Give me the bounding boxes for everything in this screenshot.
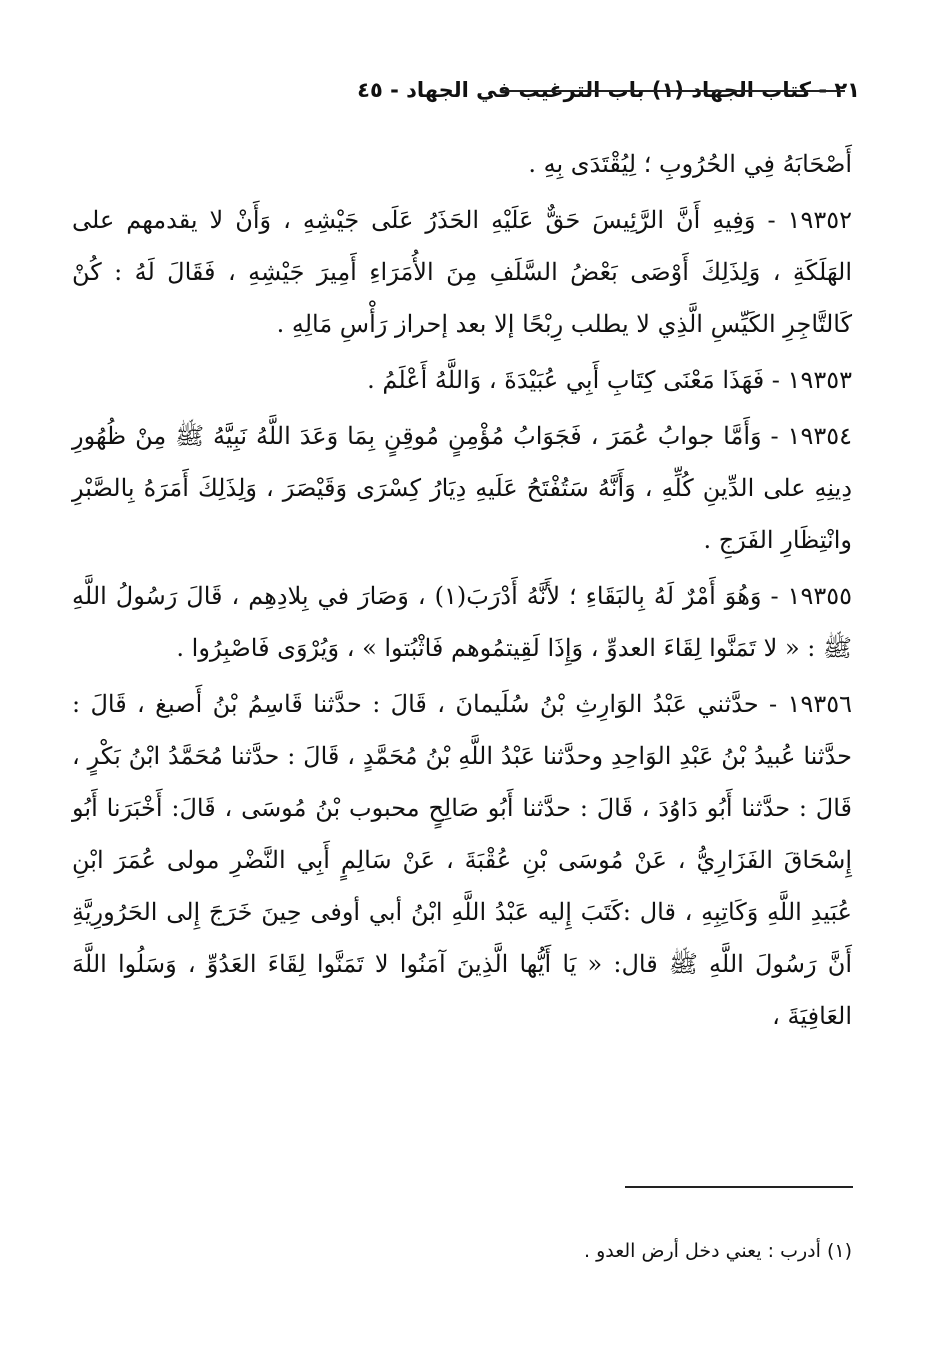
paragraph-19354: ١٩٣٥٤ - وَأَمَّا جوابُ عُمَرَ ، فَجَوَابُ مُؤْمِنٍ مُوقِنٍ بِمَا وَعَدَ اللَّهُ نَبِيَّهُ ﷺ مِنْ ظُهُورِ دِينِهِ على الدِّينِ كُلِّهِ ، وَأَنَّهُ سَتُفْتَحُ عَلَيهِ دِيَارُ كِسْرَى وَقَيْصَرَ ، وَلِذَلِكَ أَمَرَهُ بِالصَّبْرِ وانْتِظَارِ الفَرَجِ .: [72, 422, 852, 554]
paragraph-19353: ١٩٣٥٣ - فَهَذَا مَعْنَى كِتَابِ أَبِي عُبَيْدَةَ ، وَاللَّهُ أَعْلَمُ .: [367, 366, 852, 394]
paragraph-continuation: أَصْحَابَهُ فِي الحُرُوبِ ؛ لِيُقْتَدَى بِهِ .: [528, 150, 852, 178]
running-header-title: ٢١ - كتاب الجهاد (١) باب الترغيب في الجهاد - ٤٥: [357, 78, 860, 102]
footnote-rule: [625, 1186, 853, 1188]
paragraph-19352: ١٩٣٥٢ - وَفِيهِ أَنَّ الرَّئِيسَ حَقٌّ عَلَيْهِ الحَذَرُ عَلَى جَيْشِهِ ، وَأَنْ لا يقدمهم على الهَلَكَةِ ، وَلِذَلِكَ أَوْصَى بَعْضُ السَّلَفِ مِنَ الأُمَرَاءِ أَمِيرَ جَيْشِهِ ، فَقَالَ لَهُ : كُنْ كَالتَّاجِرِ الكَيِّسِ الَّذِي لا يطلب رِبْحًا إلا بعد إحراز رَأْسِ مَالِهِ .: [72, 206, 852, 338]
header-rule: [500, 90, 845, 92]
footnote: (١) أدرب : يعني دخل أرض العدو .: [584, 1240, 852, 1262]
paragraph-19356: ١٩٣٥٦ - حدَّثني عَبْدُ الوَارِثِ بْنُ سُلَيمانَ ، قَالَ : حدَّثنا قَاسِمُ بْنُ أَصبغ ، قَالَ : حدَّثنا عُبيدُ بْنُ عَبْدِ الوَاحِدِ وحدَّثنا عَبْدُ اللَّهِ بْنُ مُحَمَّدٍ ، قَالَ : حدَّثنا مُحَمَّدُ ابْنُ بَكْرٍ ، قَالَ : حدَّثنا أَبُو دَاوُدَ ، قَالَ : حدَّثنا أَبُو صَالِحٍ محبوب بْنُ مُوسَى ، قَالَ: أَخْبَرَنا أَبُو إِسْحَاقَ الفَزَارِيُّ ، عَنْ مُوسَى بْنِ عُقْبَةَ ، عَنْ سَالِمٍ أَبِي النَّضْرِ مولى عُمَرَ ابْنِ عُبَيدِ اللَّهِ وَكَاتِبِهِ ، قال :كَتَبَ إِليه عَبْدُ اللَّهِ ابْنُ أبي أوفى حِينَ خَرَجَ إِلى الحَرُورِيَّةِ أَنَّ رَسُولَ اللَّهِ ﷺ قال: « يَا أَيُّها الَّذِينَ آمَنُوا لا تَمَنَّوا لِقَاءَ العَدُوِّ ، وَسَلُوا اللَّهَ العَافِيَةَ ،: [72, 690, 852, 1030]
main-text: [72, 138, 852, 1046]
paragraph-19355: ١٩٣٥٥ - وَهُوَ أَمْرٌ لَهُ بِالبَقَاءِ ؛ لأَنَّهُ أَدْرَبَ(١) ، وَصَارَ في بِلادِهِم ، قَالَ رَسُولُ اللَّهِ ﷺ : « لا تَمَنَّوا لِقَاءَ العدوِّ ، وَإِذَا لَقِيتمُوهم فَاثْبُتوا » ، وَيُرْوَى فَاصْبِرُوا .: [72, 582, 852, 662]
